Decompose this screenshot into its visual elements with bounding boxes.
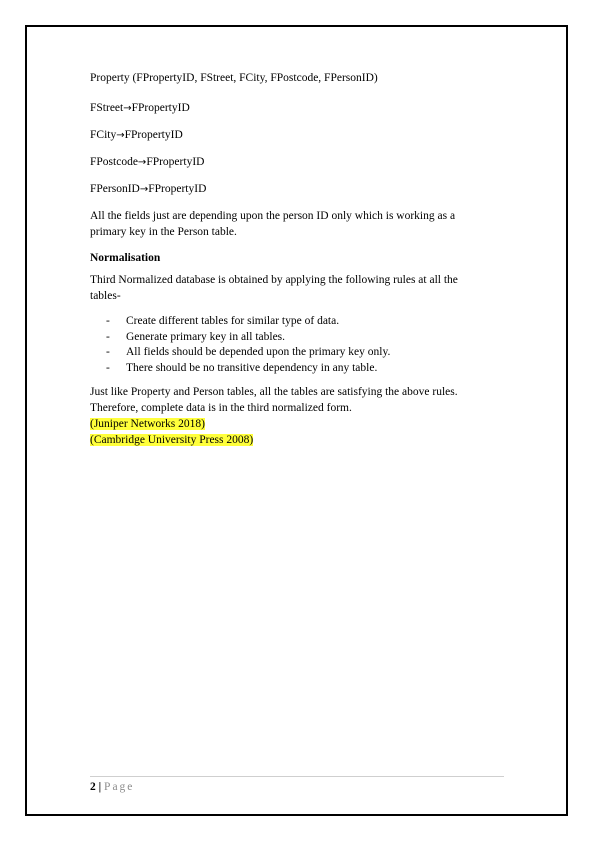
- list-item-text: All fields should be depended upon the primary key only.: [126, 346, 391, 358]
- citation: [90, 432, 490, 448]
- bullet-dash: -: [106, 346, 110, 358]
- bullet-dash: -: [106, 330, 110, 343]
- fd-lhs: FPersonID: [90, 183, 140, 195]
- list-item: [106, 330, 490, 346]
- document-body: [90, 70, 490, 448]
- footer-separator: |: [98, 781, 102, 793]
- fd-rhs: FPropertyID: [131, 102, 190, 114]
- relation-schema: Property (FPropertyID, FStreet, FCity, FPostcode, FPersonID): [90, 72, 378, 84]
- functional-dependency: [90, 100, 490, 117]
- rules-list: [90, 314, 490, 376]
- fd-rhs: FPropertyID: [146, 156, 205, 168]
- arrow-icon: →: [139, 184, 149, 195]
- citation-highlight: (Cambridge University Press 2008): [90, 434, 254, 446]
- arrow-icon: →: [123, 103, 132, 114]
- intro-paragraph: Third Normalized database is obtained by applying the following rules at all the tables-: [90, 274, 458, 302]
- citation: [90, 416, 490, 432]
- page-label: Page: [104, 781, 135, 793]
- bullet-dash: -: [106, 361, 110, 374]
- list-item: [106, 361, 490, 377]
- list-item-text: Generate primary key in all tables.: [126, 330, 286, 343]
- conclusion-paragraph: Just like Property and Person tables, all the tables are satisfying the above rules. Therefore, complete data is in the third normalized form.: [90, 386, 458, 414]
- fd-rhs: FPropertyID: [124, 129, 183, 141]
- fd-lhs: FStreet: [90, 102, 124, 114]
- functional-dependency: [90, 127, 490, 144]
- fd-lhs: FPostcode: [90, 156, 138, 168]
- functional-dependency: [90, 181, 490, 198]
- list-item-text: There should be no transitive dependency in any table.: [126, 361, 378, 374]
- page-footer: [90, 779, 134, 795]
- functional-dependency: [90, 154, 490, 171]
- section-heading: Normalisation: [90, 252, 161, 264]
- footer-divider: [90, 776, 504, 777]
- arrow-icon: →: [116, 130, 125, 141]
- bullet-dash: -: [106, 315, 110, 327]
- citation-highlight: (Juniper Networks 2018): [90, 418, 205, 430]
- fd-rhs: FPropertyID: [148, 183, 207, 195]
- explanation-paragraph: All the fields just are depending upon the person ID only which is working as a primary key in the Person table.: [90, 210, 456, 238]
- fd-lhs: FCity: [90, 129, 117, 141]
- list-item-text: Create different tables for similar type of data.: [126, 315, 340, 327]
- arrow-icon: →: [137, 157, 147, 168]
- list-item: [106, 314, 490, 330]
- list-item: [106, 345, 490, 361]
- page-number: 2: [90, 781, 96, 793]
